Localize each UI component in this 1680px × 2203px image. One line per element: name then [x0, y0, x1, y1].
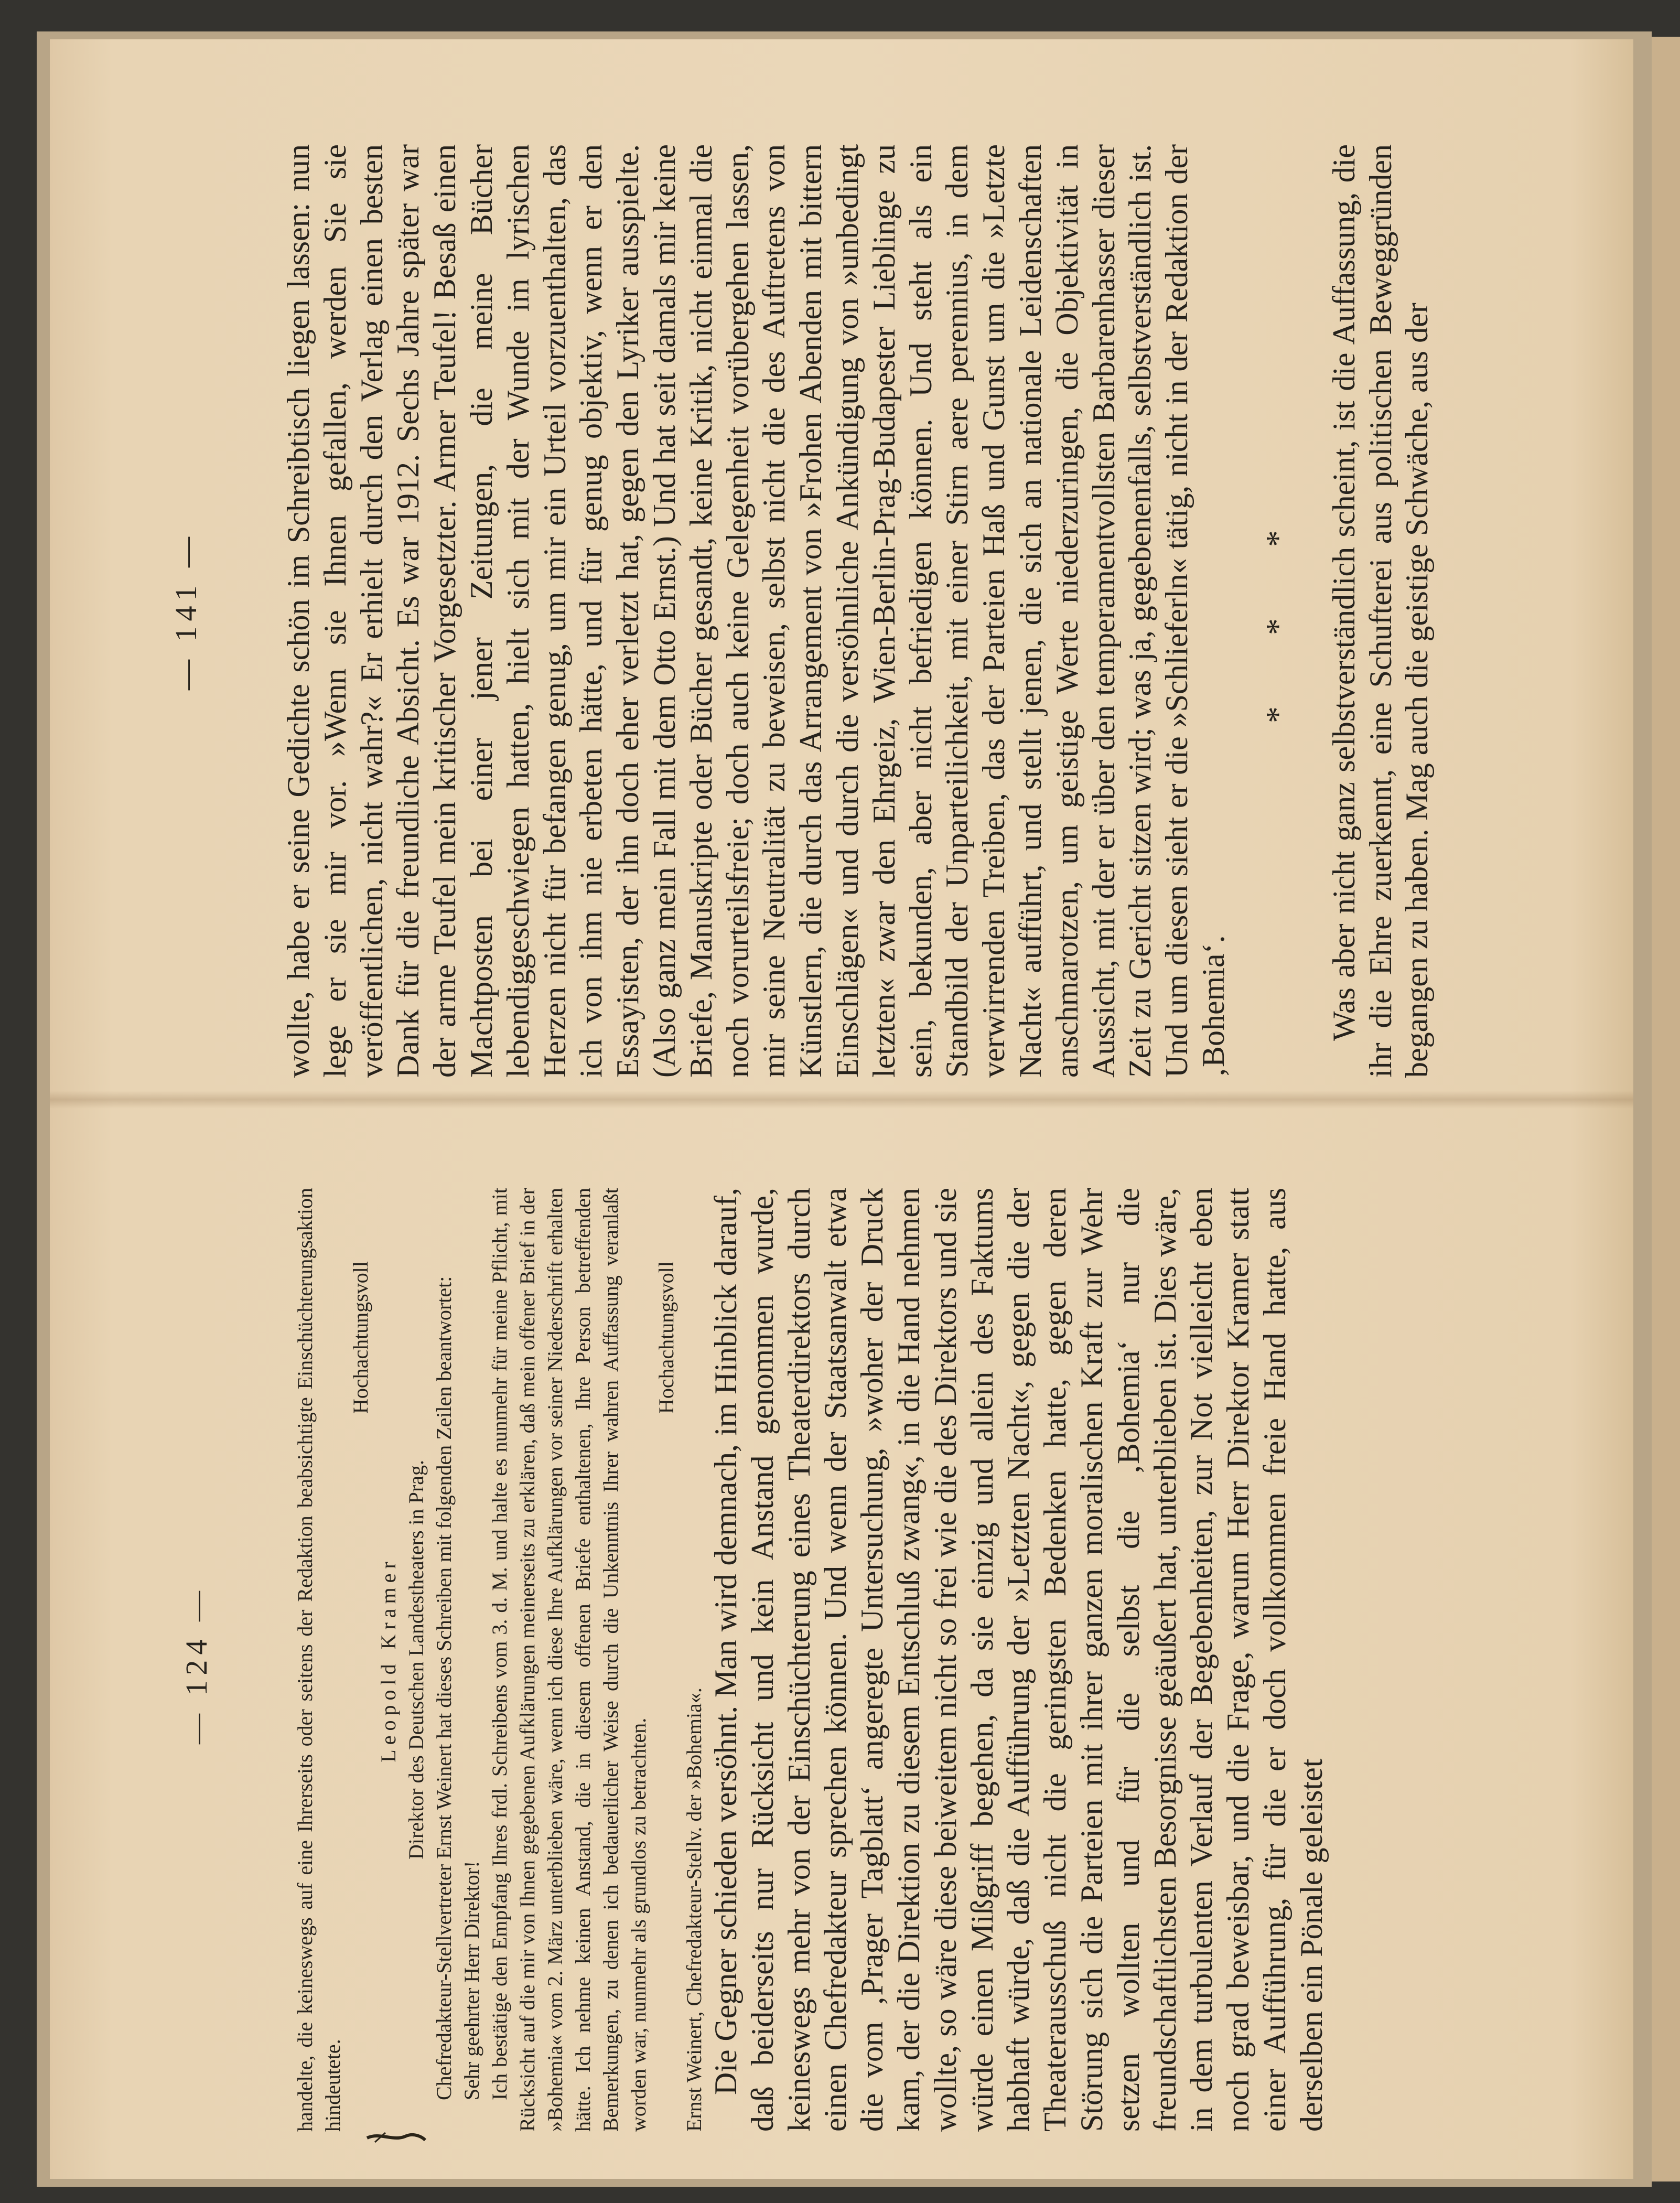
letter-salutation: Sehr geehrter Herr Direktor!: [460, 1861, 483, 2100]
page-number-124: — 124 —: [179, 1586, 213, 1744]
letter-signature: Leopold Kramer: [376, 1557, 400, 1763]
page-141: [165, 144, 1528, 1078]
letter-intro: Chefredakteur-Stellvertreter Ernst Weinert hat dieses Schreiben mit folgenden Zeilen beantwortet:: [432, 1276, 456, 2100]
page-fold: [50, 1091, 1633, 1109]
letter-text: Ich bestätige den Empfang Ihres frdl. Schreibens vom 3. d. M. und halte es nunmehr für meine Pflicht, mit Rücksicht auf die mir von Ihnen gegebenen Aufklärungen meinerseits zu erklären, daß mein offener Brief in der »Bohemia« vom 2. März unterblieben wäre, wenn ich diese Ihre Aufklärungen vor seiner Niederschrift erhalten hätte. Ich nehme keinen Anstand, die in diesem offenen Briefe enthaltenen, Ihre Person betreffenden Bemerkungen, zu denen ich bedauerlicher Weise durch die Unkenntnis Ihrer wahren Auffassung veranlaßt worden war, nunmehr als grundlos zu betrachten.: [488, 1188, 650, 2132]
section-separator-stars: * * *: [1258, 499, 1296, 723]
page-124-text: [291, 1188, 1330, 2132]
page-124: [176, 1188, 1539, 2132]
letter-text: handelte, die keineswegs auf eine Ihrerseits oder seitens der Redaktion beabsichtigte Einschüchterungsaktion hindeutete.: [293, 1188, 344, 2132]
paper-sheet: [50, 39, 1633, 2179]
paragraph: Die Gegner schieden versöhnt. Man wird demnach, im Hinblick darauf, daß beiderseits nur Rücksicht und kein Anstand genommen wurde, keineswegs mehr von der Einschüchterung eines Theaterdirektors durch einen Chefredakteur sprechen können. Und wenn der Staatsanwalt etwa die vom ‚Prager Tagblatt‘ angeregte Untersuchung, »woher der Druck kam, der die Direktion zu diesem Entschluß zwang«, in die Hand nehmen wollte, so wäre diese beiweitem nicht so frei wie die des Direktors und sie würde einen Mißgriff begehen, da sie einzig und allein des Faktums habhaft würde, daß die Aufführung der »Letzten Nacht«, gegen die der Theaterausschuß nicht die geringsten Bedenken hatte, gegen deren Störung sich die Parteien mit ihrer ganzen moralischen Kraft zur Wehr setzen wollten und für die selbst die ‚Bohemia‘ nur die freundschaftlichsten Besorgnisse geäußert hat, unterblieben ist. Dies wäre, in dem turbulenten Verlauf der Begebenheiten, zur Not vielleicht eben noch grad beweisbar, und die Frage, warum Herr Direktor Kramer statt einer Aufführung, für die er doch vollkommen freie Hand hatte, aus derselben ein Pönale geleistet: [708, 1188, 1329, 2132]
paragraph: wollte, habe er seine Gedichte schön im Schreibtisch liegen lassen: nun lege er sie mir vor. »Wenn sie Ihnen gefallen, werden Sie sie veröffentlichen, nicht wahr?« Er erhielt durch den Verlag einen besten Dank für die freundliche Absicht. Es war 1912. Sechs Jahre später war der arme Teufel mein kritischer Vorgesetzter. Armer Teufel! Besaß einen Machtposten bei einer jener Zeitungen, die meine Bücher lebendiggeschwiegen hatten, hielt sich mit der Wunde im lyrischen Herzen nicht für befangen genug, um mir ein Urteil vorzuenthalten, das ich von ihm nie erbeten hätte, und für genug objektiv, wenn er den Essayisten, der ihn doch eher verletzt hat, gegen den Lyriker ausspielte. (Also ganz mein Fall mit dem Otto Ernst.) Und hat seit damals mir keine Briefe, Manuskripte oder Bücher gesandt, keine Kritik, nicht einmal die noch vorurteilsfreie; doch auch keine Gelegenheit vorübergehen lassen, mir seine Neutralität zu beweisen, selbst nicht die des Auftretens von Künstlern, die durch das Arrangement von »Frohen Abenden mit bittern Einschlägen« und durch die versöhnliche Ankündigung von »unbedingt letzten« zwar den Ehrgeiz, Wien-Berlin-Prag-Budapester Lieblinge zu sein, bekunden, aber nicht befriedigen können. Und steht als ein Standbild der Unparteilichkeit, mit einer Stirn aere perennius, in dem verwirrenden Treiben, das der Parteien Haß und Gunst um die »Letzte Nacht« aufführt, und stellt jenen, die sich an nationale Leidenschaften anschmarotzen, um geistige Werte niederzuringen, die Objektivität in Aussicht, mit der er über den temperamentvollsten Barbarenhasser dieser Zeit zu Gericht sitzen wird; was ja, gegebenenfalls, selbstverständlich ist. Und um diesen sieht er die »Schlieferln« tätig, nicht in der Redaktion der ‚Bohemia‘.: [281, 144, 1231, 1078]
letter-closing: Hochachtungsvoll: [349, 1261, 372, 1414]
letter-signature: Ernst Weinert, Chefredakteur-Stellv. der »Bohemia«.: [682, 1688, 706, 2132]
paragraph: Was aber nicht ganz selbstverständlich scheint, ist die Auffassung, die ihr die Ehre zuerkennt, eine Schufterei aus politischen Beweggründen begangen zu haben. Mag auch die geistige Schwäche, aus der: [1326, 144, 1435, 1078]
letter-signature-title: Direktor des Deutschen Landestheaters in Prag.: [404, 1460, 428, 1860]
page-number-141: — 141 —: [169, 532, 203, 690]
page-141-text: [281, 144, 1436, 1078]
letter-closing: Hochachtungsvoll: [654, 1261, 678, 1414]
